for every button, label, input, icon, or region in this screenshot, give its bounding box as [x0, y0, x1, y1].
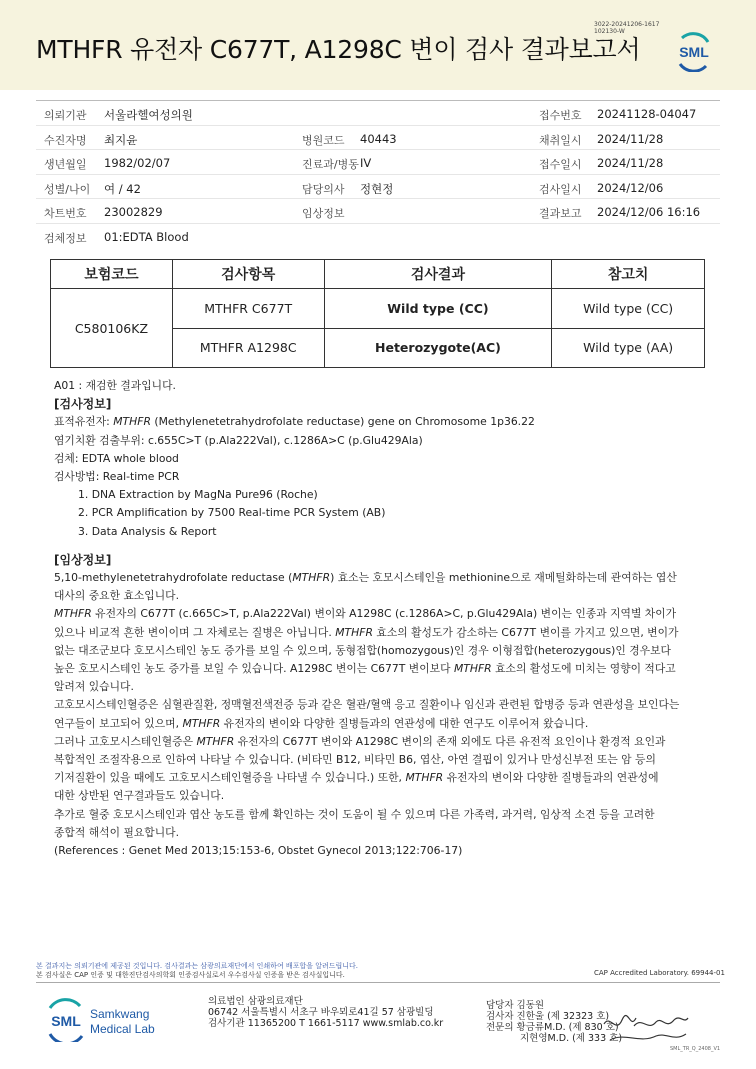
info-row-2 — [36, 126, 720, 151]
clinical-text: 기저질환이 있을 때에도 고호모시스테인혈증을 나타낼 수 있습니다.) 또한, — [54, 771, 406, 785]
label-test-date: 검사일시 — [539, 182, 582, 196]
handwritten-signature-icon — [600, 1010, 692, 1050]
doc-code-line1: 3022-20241206-1617 — [594, 21, 660, 28]
target-gene-rest: (Methylenetetrahydrofolate reductase) gene on Chromosome 1p36.22 — [150, 415, 535, 429]
clinical-line — [54, 660, 724, 678]
clinical-text: 연구들이 보고되어 있으며, — [54, 716, 183, 730]
info-row-1 — [36, 101, 720, 126]
value-department: IV — [360, 156, 372, 170]
test-result-cell: Wild type (CC) — [324, 289, 552, 329]
address-line-2: 06742 서울특별시 서초구 바우뫼로41길 57 삼광빌딩 — [208, 1007, 434, 1018]
report-title: MTHFR 유전자 C677T, A1298C 변이 검사 결과보고서 — [36, 35, 641, 64]
value-chart-number: 23002829 — [104, 205, 163, 219]
cap-accreditation: CAP Accredited Laboratory. 69944-01 — [594, 969, 725, 977]
clinical-text: 그러나 고호모시스테인혈증은 — [54, 734, 197, 748]
clinical-line: 없는 대조군보다 호모시스테인 농도 증가를 보일 수 있으며, 동형접합(homozygous)인 경우 이형접합(heterozygous)인 경우보다 — [54, 643, 671, 657]
gene-name: MTHFR — [196, 734, 235, 748]
test-method: 검사방법: Real-time PCR — [54, 470, 180, 484]
references: (References : Genet Med 2013;15:153-6, Obstet Gynecol 2013;122:706-17) — [54, 844, 463, 858]
report-body — [54, 377, 724, 860]
method-step-1: 1. DNA Extraction by MagNa Pure96 (Roche) — [78, 488, 318, 502]
clinical-info-title: [임상정보] — [54, 552, 112, 567]
target-gene-prefix: 표적유전자: — [54, 415, 114, 429]
result-table-header — [51, 260, 705, 289]
label-receipt-number: 접수번호 — [539, 109, 582, 122]
insurance-code-cell: C580106KZ — [51, 289, 173, 368]
info-row-6 — [36, 224, 720, 249]
test-item-cell: MTHFR C677T — [172, 289, 324, 329]
method-step-2: 2. PCR Amplification by 7500 Real-time PCR System (AB) — [78, 506, 386, 520]
clinical-text: 있으나 비교적 흔한 변이이며 그 자체로는 질병은 아닙니다. — [54, 625, 336, 639]
signatory-tester: 검사자 진한울 (제 32323 호) — [486, 1011, 610, 1022]
clinical-line — [54, 569, 724, 587]
value-birth-date: 1982/02/07 — [104, 156, 171, 170]
value-report-date: 2024/12/06 16:16 — [597, 205, 701, 219]
test-result-cell: Heterozygote(AC) — [324, 328, 552, 368]
gene-name: MTHFR — [405, 771, 444, 785]
recheck-note: A01 : 재검한 결과입니다. — [54, 379, 176, 392]
gene-name: MTHFR — [54, 607, 92, 621]
value-test-date: 2024/12/06 — [597, 180, 664, 195]
spacer — [54, 541, 724, 551]
value-collection-date: 2024/11/28 — [597, 131, 664, 146]
clinical-line: 추가로 혈중 호모시스테인과 엽산 농도를 함께 확인하는 것이 도움이 될 수 있으며 다른 가족력, 과거력, 임상적 소견 등을 고려한 — [54, 807, 655, 821]
gene-name: MTHFR — [453, 662, 492, 676]
label-department: 진료과/병동 — [302, 158, 359, 171]
gene-name: MTHFR — [335, 625, 373, 639]
info-row-3 — [36, 150, 720, 175]
signatory-specialist-2: 지현영M.D. (제 333 호) — [520, 1033, 623, 1044]
detection-site: 염기치환 검출부위: c.655C>T (p.Ala222Val), c.1286A>C (p.Glu429Ala) — [54, 433, 423, 447]
signatory-manager: 담당자 김동원 — [486, 1000, 545, 1011]
clinical-text: 유전자의 변이와 다양한 질병들과의 연관성에 대한 연구도 이루어져 왔습니다. — [220, 716, 589, 730]
clinical-text: 유전자의 C677T 변이와 A1298C 변이의 존재 외에도 다른 유전적 요인이나 환경적 요인과 — [234, 734, 666, 748]
label-report-date: 결과보고 — [539, 207, 582, 220]
clinical-line — [54, 769, 724, 787]
clinical-text: ) 효소는 호모시스테인을 methionine으로 재메틸화하는데 관여하는 엽산 — [330, 571, 677, 585]
clinical-line: 알려져 있습니다. — [54, 680, 134, 694]
header-insurance-code: 보험코드 — [51, 260, 173, 289]
info-row-5 — [36, 199, 720, 224]
sml-logo-icon — [674, 32, 714, 72]
samkwang-logo-icon — [46, 998, 176, 1042]
label-doctor: 담당의사 — [302, 182, 345, 196]
address-line-3: 검사기관 11365200 T 1661-5117 www.smlab.co.kr — [208, 1018, 444, 1029]
info-row-4 — [36, 175, 720, 200]
clinical-line: 복합적인 조절작용으로 인하여 나타날 수 있습니다. (비타민 B12, 비타민 B6, 엽산, 아연 결핍이 있거나 만성신부전 또는 암 등의 — [54, 753, 656, 767]
value-requesting-institution: 서울라헬여성의원 — [104, 108, 193, 122]
clinical-line — [54, 715, 724, 733]
test-item-cell: MTHFR A1298C — [172, 328, 324, 368]
value-specimen-info: 01:EDTA Blood — [104, 229, 189, 244]
logo-line2: Medical Lab — [90, 1022, 155, 1036]
label-specimen-info: 검체정보 — [44, 231, 87, 245]
header-reference: 참고치 — [552, 260, 705, 289]
document-code — [594, 21, 659, 35]
label-patient-name: 수진자명 — [44, 133, 87, 147]
footer-divider — [36, 982, 720, 983]
signatory-specialist-1: 전문의 황금류M.D. (제 830 호) — [486, 1022, 619, 1033]
label-requesting-institution: 의뢰기관 — [44, 109, 87, 122]
label-hospital-code: 병원코드 — [302, 133, 345, 147]
address-line-1: 의료법인 삼광의료재단 — [208, 996, 303, 1007]
clinical-text: 높은 호모시스테인 농도 증가를 보일 수 있습니다. A1298C 변이는 C677T 변이보다 — [54, 662, 454, 676]
clinical-text: 효소의 활성도가 감소하는 C677T 변이를 가지고 있으면, 변이가 — [372, 625, 679, 639]
footer-notice — [36, 962, 358, 980]
label-sex-age: 성별/나이 — [44, 182, 91, 196]
footer-notice-1: 본 결과지는 의뢰기관에 제공된 것입니다. 검사결과는 삼광의료재단에서 인쇄하여 배포합을 알려드립니다. — [36, 962, 359, 970]
clinical-line — [54, 605, 724, 623]
logo-line1: Samkwang — [90, 1007, 150, 1021]
clinical-line: 대사의 중요한 효소입니다. — [54, 589, 180, 603]
clinical-text: 유전자의 변이와 다양한 질병들과의 연관성에 — [443, 771, 659, 785]
target-gene-name: MTHFR — [113, 415, 151, 429]
value-patient-name: 최지윤 — [104, 132, 138, 147]
clinical-line: 대한 상반된 연구결과들도 있습니다. — [54, 789, 225, 803]
gene-name: MTHFR — [182, 716, 221, 730]
clinical-line — [54, 624, 724, 642]
label-receipt-date: 접수일시 — [539, 158, 582, 171]
doc-code-line2: 102130-W — [594, 28, 625, 35]
header-test-item: 검사항목 — [172, 260, 324, 289]
value-sex-age: 여 / 42 — [104, 181, 141, 196]
value-doctor: 정현정 — [360, 181, 394, 196]
header-test-result: 검사결과 — [324, 260, 552, 289]
reference-cell: Wild type (AA) — [552, 328, 705, 368]
label-chart-number: 차트번호 — [44, 207, 87, 220]
clinical-line: 고호모시스테인혈증은 심혈관질환, 정맥혈전색전증 등과 같은 혈관/혈액 응고 질환이나 임신과 관련된 합병증 등과 연관성을 보인다는 — [54, 698, 680, 712]
patient-info — [36, 100, 720, 248]
form-code: SML_TR_Q_2408_V1 — [670, 1046, 721, 1052]
institution-address — [208, 996, 443, 1029]
specimen: 검체: EDTA whole blood — [54, 451, 179, 465]
clinical-text: 유전자의 C677T (c.665C>T, p.Ala222Val) 변이와 A1298C (c.1286A>C, p.Glu429Ala) 변이는 인종과 지역별 차이가 — [91, 607, 677, 621]
logo-text: SML — [679, 44, 709, 60]
clinical-text: 효소의 활성도에 미치는 영향이 적다고 — [491, 662, 676, 676]
method-step-3: 3. Data Analysis & Report — [78, 524, 217, 538]
label-clinical-info: 임상정보 — [302, 207, 345, 220]
reference-cell: Wild type (CC) — [552, 289, 705, 329]
label-collection-date: 채취일시 — [539, 133, 582, 147]
label-birth-date: 생년월일 — [44, 158, 87, 171]
value-receipt-date: 2024/11/28 — [597, 156, 664, 170]
table-row — [51, 289, 705, 329]
clinical-line: 종합적 해석이 필요합니다. — [54, 825, 180, 839]
footer-notice-2: 본 검사실은 CAP 인증 및 대한진단검사의학회 인증검사실로서 우수검사실 인증을 받은 검사실입니다. — [36, 971, 345, 979]
target-gene — [54, 413, 724, 431]
test-info-title: [검사정보] — [54, 397, 112, 412]
gene-name: MTHFR — [292, 571, 331, 585]
clinical-line — [54, 733, 724, 751]
result-table — [50, 259, 705, 368]
clinical-text: 5,10-methylenetetrahydrofolate reductase ( — [54, 571, 293, 585]
value-receipt-number: 20241128-04047 — [597, 107, 697, 121]
value-hospital-code: 40443 — [360, 131, 397, 146]
logo-mark-text: SML — [51, 1013, 81, 1029]
